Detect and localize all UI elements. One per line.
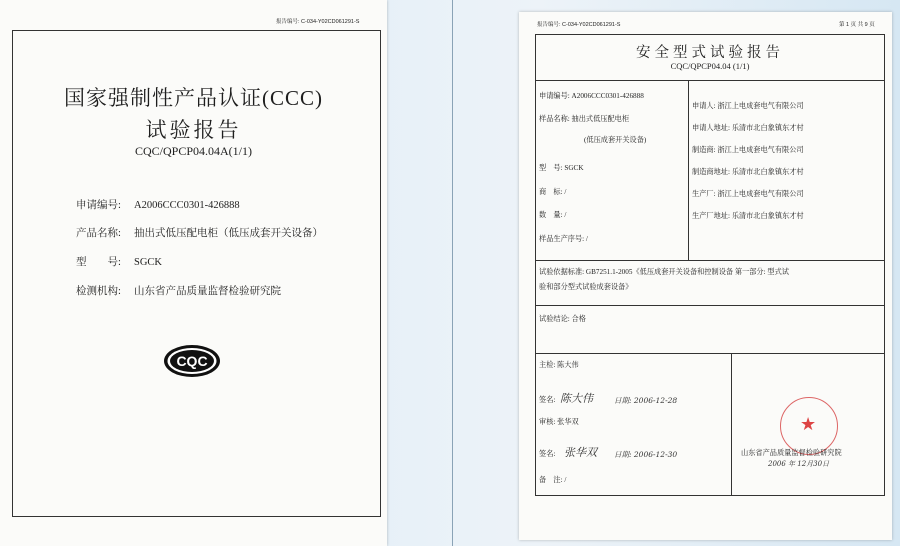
report-number: 报告编号: C-034-Y02CD061291-S	[537, 22, 621, 28]
cover-title-line1: 国家强制性产品认证(CCC)	[63, 86, 323, 110]
signature-date: 日期: 2006-12-28	[614, 396, 678, 405]
field-label: 产品名称:	[76, 228, 121, 239]
test-standard-line1: 试验依据标准: GB7251.1-2005《低压成套开关设备和控制设备 第一部分: 型式试	[539, 268, 789, 276]
reviewer: 审核: 张华双	[539, 418, 579, 426]
sample-serial: 样品生产序号: /	[539, 235, 588, 243]
signature-label: 签名:	[539, 450, 556, 458]
trademark: 商 标: /	[539, 188, 567, 196]
field-application-number	[76, 197, 240, 212]
stamp-star-icon: ★	[800, 414, 817, 434]
sample-name: 样品名称: 抽出式低压配电柜	[539, 115, 630, 123]
field-testing-institution	[76, 283, 281, 298]
field-label: 型 号:	[76, 257, 121, 268]
field-value: SGCK	[134, 257, 163, 268]
table-rule	[536, 260, 884, 261]
model: 型 号: SGCK	[539, 164, 584, 172]
application-number: 申请编号: A2006CCC0301-426888	[539, 92, 644, 100]
page-number: 第 1 页 共 9 页	[839, 22, 875, 28]
signature-handwritten: 张华双	[564, 446, 597, 459]
signature-date: 日期: 2006-12-30	[614, 450, 678, 459]
factory-address: 生产厂地址: 乐清市北白象镇东才村	[692, 212, 804, 220]
test-report-page	[519, 12, 892, 540]
field-value: 抽出式低压配电柜（低压成套开关设备）	[134, 228, 323, 239]
cqc-logo	[163, 344, 221, 378]
remark: 备 注: /	[539, 476, 567, 484]
issuing-organization: 山东省产品质量监督检验研究院	[741, 449, 842, 457]
report-title: 安全型式试验报告	[636, 45, 784, 61]
sample-name-sub: (低压成套开关设备)	[584, 136, 647, 144]
test-conclusion: 试验结论: 合格	[539, 315, 586, 323]
applicant: 申请人: 浙江上电成套电气有限公司	[692, 102, 804, 110]
field-product-name	[76, 225, 323, 240]
official-stamp	[780, 397, 838, 455]
factory: 生产厂: 浙江上电成套电气有限公司	[692, 190, 804, 198]
table-rule	[536, 353, 884, 354]
page-divider	[452, 0, 453, 546]
table-column-rule	[731, 353, 732, 495]
field-value: A2006CCC0301-426888	[134, 200, 240, 211]
cqc-logo-text: CQC	[176, 353, 208, 369]
field-label: 申请编号:	[76, 200, 121, 211]
signature-label: 签名:	[539, 396, 556, 404]
report-table	[535, 34, 885, 496]
test-standard-line2: 验和部分型式试验成套设备》	[539, 283, 633, 291]
field-model	[76, 254, 162, 269]
signature-handwritten: 陈大伟	[560, 392, 593, 405]
report-number: 报告编号: C-034-Y02CD061291-S	[276, 19, 360, 25]
table-column-rule	[688, 80, 689, 260]
chief-inspector: 主检: 陈大伟	[539, 361, 579, 369]
manufacturer-address: 制造商地址: 乐清市北白象镇东才村	[692, 168, 804, 176]
quantity: 数 量: /	[539, 211, 567, 219]
cover-form-code: CQC/QPCP04.04A(1/1)	[134, 144, 253, 158]
issue-date: 2006 年 12月30日	[768, 460, 830, 468]
field-value: 山东省产品质量监督检验研究院	[134, 286, 281, 297]
cover-page	[0, 0, 387, 546]
table-rule	[536, 305, 884, 306]
report-form-code: CQC/QPCP04.04 (1/1)	[670, 61, 750, 71]
table-rule	[536, 80, 884, 81]
cover-title-line2: 试验报告	[145, 118, 242, 142]
manufacturer: 制造商: 浙江上电成套电气有限公司	[692, 146, 804, 154]
applicant-address: 申请人地址: 乐清市北白象镇东才村	[692, 124, 804, 132]
field-label: 检测机构:	[76, 286, 121, 297]
